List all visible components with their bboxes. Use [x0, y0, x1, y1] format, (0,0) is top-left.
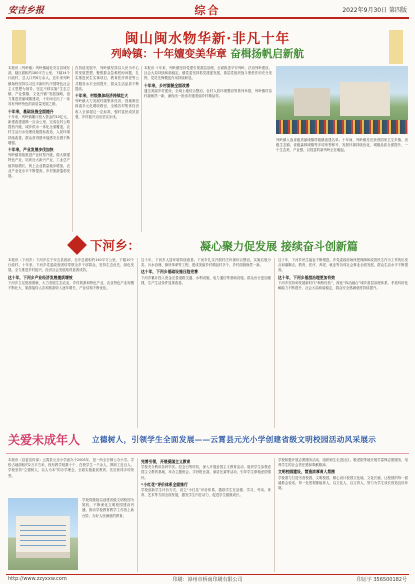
- decor-ribbon-right: [389, 30, 403, 64]
- headline-sub-tail: 奋楫扬帆启新航: [230, 48, 304, 60]
- column-divider: [72, 66, 73, 232]
- article3-col3-subhead: 文明校园建设，营造浓厚育人氛围: [278, 469, 335, 475]
- article3-col1-continued: 学校将继续以创建省级文明校园为契机，不断深化文明校园建设内涵，推动学校教育教学工作再上新台阶，办好人民满意的教育。: [82, 498, 134, 518]
- article2-col1-subhead: 这十年，下河乡产业经济发展提质增效: [8, 274, 73, 280]
- headline-main: 闽山闽水物华新·非凡十年: [124, 31, 291, 47]
- town-photo: [276, 66, 408, 134]
- section2-subtitle: 凝心聚力促发展 接续奋斗创新篇: [200, 240, 358, 253]
- article3-col2-subhead: 完善引领，开展爱国主义教育: [141, 459, 191, 464]
- article1-col2-subhead: 十年来，村级集体经济持续壮大: [75, 93, 129, 99]
- article2-col1b-text: 下河乡立足资源禀赋，大力发展生态农业、乡村旅游和特色产业，农业特色产业规模不断壮大，旅游接待人次和旅游收入逐年增长，产业结构不断优化。: [8, 280, 134, 291]
- article3-column-3: [278, 458, 408, 572]
- article2-column-2: [141, 258, 271, 428]
- section3-title: 立德树人，引领学生全面发展——云霄县元光小学创建省级文明校园活动风采展示: [92, 435, 377, 444]
- article1-col3b-text: 通过美丽乡村建设、全域土地综合整治、农村人居环境整治等系列举措，列岭镇村容村貌焕然一新，涌现出一批省市级美丽乡村精品村。: [144, 88, 272, 99]
- masthead-rule: [6, 17, 409, 19]
- date-page: 2022年9月30日 第四版: [342, 7, 407, 14]
- section3-rule: [6, 453, 409, 454]
- section-title: 综合: [194, 4, 221, 17]
- article3-col2-text: 学校充分利用各种节庆、纪念日等时机，深入开展爱国主义教育活动，组织学生参观爱国主义教育基地，举办主题班会、手抄报比赛、演讲比赛等活动，引导学生厚植爱国情怀。: [141, 465, 271, 480]
- headline-sub-lead: 列岭镇：十年嬗变美华章: [111, 48, 227, 60]
- article2-column-3: [278, 258, 408, 428]
- article1-col4-text: 列岭镇入选省级美丽城镇样板镇创建名单。十年间，列岭镇先后获得国家卫生乡镇、省级生态镇、省级森林城镇等多项荣誉称号，发展环境持续优化，城镇品质全面提升，一个生态美、产业强、百姓富的新列岭正在崛起。: [276, 138, 408, 153]
- article1-column-2: [75, 66, 139, 232]
- section3-kicker: 关爱未成年人: [8, 433, 81, 447]
- article1-column-3: [144, 66, 272, 232]
- article1-col3-subhead: 十年来，乡村面貌全面改善: [144, 82, 190, 88]
- article1-col1-subhead: 十年来，基础设施全面提升: [8, 108, 54, 114]
- article1-col2b-text: 列岭镇大力发展村级集体经济，因地制宜探索多元化增收路径，全镇各村集体经济收入全部超过一定标准，强村富民成效显著，乡村振兴迈出坚实步伐。: [75, 99, 139, 119]
- article2-col2-text: 这十年，下河乡人居环境持续改善。下河乡扎实开展村庄环境综合整治，实施垃圾分类、污水治理、厕所革命等工程，建成美丽乡村精品村多个，乡村面貌焕然一新。: [141, 258, 271, 268]
- article2-col3-text: 这十年，下河乡民生福祉不断增进。乡党委政府始终把保障和改善民生作为工作的出发点和落脚点，教育、医疗、养老、就业等各项社会事业全面发展，群众生活水平不断提高。: [278, 258, 408, 273]
- article2-column-1: [8, 258, 134, 428]
- article1-col1-text: 本报讯（列岭镇）列岭镇地处安吉县城东部，辖区面积约180平方公里，下辖14个行政村，总人口约6万余人。近年来列岭镇始终坚持以习近平新时代中国特色社会主义思想为指导，坚定不移实施“生态立镇、产业强镇、文化兴镇”发展战略，奋力推进美丽城镇建设，十年间走出了一条具有列岭特色的高质量发展之路。: [8, 66, 70, 107]
- column-divider: [141, 66, 142, 232]
- school-photo: [8, 498, 78, 570]
- article1-col1b-text: 十年来，列岭镇累计投入资金约10亿元，新建改建道路一百余公里，完成农村公路提档升级，城乡供水一体化全面覆盖，农村生活污水处理设施提标改造，人居环境持续改善，群众获得感幸福感安全感不断增强。: [8, 114, 70, 145]
- footer-printer: 印刷：漳州市桥南印刷有限公司: [172, 577, 243, 583]
- article2-col3b-text: 下河乡坚持和发展新时代“枫桥经验”，深化“四治融合”城乡基层治理体系，矛盾纠纷化解能力不断提升，社会大局和谐稳定，群众安全感满意度持续提升。: [278, 280, 408, 291]
- building-shape: [340, 82, 390, 116]
- headline-sub: [34, 46, 381, 61]
- article1-col2-text: 在持续发展中，列岭镇坚持以人民为中心的发展思想，聚焦群众急难愁盼问题，扎实推进民生实事项目，教育医疗养老等公共服务水平全面提升，群众生活品质不断提高。: [75, 66, 139, 91]
- article3-col2b-text: 学校创新学生评价方式，设立“小红花”评价体系，激励学生在品德、学习、劳动、体育、艺术等方面全面发展，激发学生内在动力，促进学生健康成长。: [141, 488, 271, 498]
- section2-title: 下河乡：: [90, 238, 141, 253]
- window-grid-shape: [20, 522, 66, 550]
- crowd-shape: [276, 120, 408, 134]
- column-divider: [137, 258, 138, 428]
- column-divider: [274, 258, 275, 428]
- article3-col3-text: 学校积极开展志愿服务活动，组织师生走进社区、敬老院等地开展学雷锋志愿服务，培养学生的社会责任感和奉献精神。: [278, 458, 408, 468]
- article3-column-1: [8, 458, 134, 496]
- article1-column-1: [8, 66, 70, 232]
- article2-col2-subhead: 这十年，下河乡基础设施日趋完善: [141, 269, 198, 275]
- footer-url[interactable]: http://www.zzyxxw.com: [8, 576, 67, 582]
- decor-ribbon-left: [12, 30, 26, 64]
- article1-col1c-text: 列岭镇持续推进产业转型升级，做大做强特色产业，培育壮大新兴产业，工业总产值持续增长，规上企业数量稳步增加，农业产业化水平不断提高，乡村旅游蓬勃发展。: [8, 153, 70, 179]
- footer-license: 印证字 356500182号: [356, 577, 407, 583]
- article2-col1-text: 本报讯（下河乡）下河乡位于安吉县西部，全乡总面积约150平方公里，下辖10个行政村。十年来，下河乡党委政府团结带领全乡干部群众，坚持生态优先、绿色发展，全力推进乡村振兴，经济社会发展取得显著成效。: [8, 258, 134, 273]
- article1-col1c-subhead: 十年来，产业发展步伐加快: [8, 147, 54, 153]
- article3-col1-text: 本报讯（县委宣传部）云霄县元光小学创办于2005年，是一所全日制公办小学。学校占地面积约2万平方米，现有教学班数十个，在校学生一千余人，教职工近百人。学校坚持“立德树人、以人为本”的办学理念，全面实施素质教育，先后获得多项荣誉。: [8, 458, 134, 478]
- article2-col3-subhead: 这十年，下河乡基层治理更加有效: [278, 274, 335, 280]
- page-footer: [6, 574, 409, 584]
- article1-column-4: [276, 138, 408, 232]
- column-divider: [137, 458, 138, 572]
- article1-col3-text: 本报讯 十年来，列岭镇坚持党建引领基层治理，全面推进平安列岭、法治列岭建设，社会大局持续和谐稳定。镇党委坚持抓党建促发展，基层党组织战斗堡垒作用充分发挥，党员先锋模范作用持续彰显。: [144, 66, 272, 81]
- article3-column-2: [141, 458, 271, 572]
- column-divider: [274, 458, 275, 572]
- article2-col2b-text: 下河乡累计投入资金完善道路交通、水利设施、电力通信等基础设施，群众出行更加便捷，生产生活条件显著改善。: [141, 275, 271, 285]
- section3-headline: [0, 431, 415, 461]
- diamond-icon: [67, 235, 87, 255]
- building-shape: [294, 88, 330, 116]
- article3-column-1b: [82, 498, 134, 572]
- masthead: [0, 0, 415, 22]
- article3-col2b-subhead: “小红花”评价体系全面推行: [141, 481, 188, 487]
- article3-col3b-text: 学校着力打造书香校园、文明校园，精心设计校园文化墙、文化长廊，让校园的每一面墙都会说话，每一处景观都能育人，以文化人、以文育人，努力为学生成长营造良好环境。: [278, 475, 408, 491]
- paper-name: 安吉乡报: [8, 6, 45, 16]
- section2-headline: [0, 236, 415, 254]
